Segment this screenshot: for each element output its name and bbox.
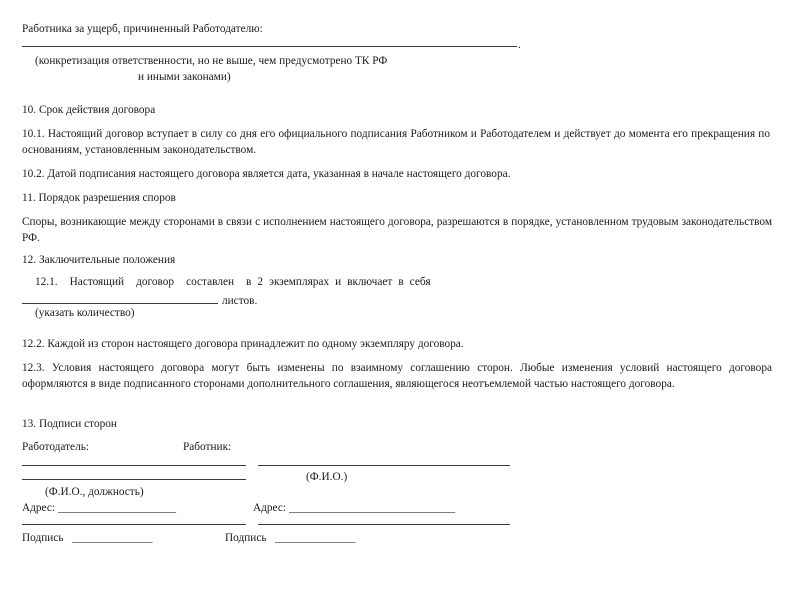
employee-address-label: Адрес: bbox=[253, 502, 287, 514]
section-10-heading: 10. Срок действия договора bbox=[22, 104, 156, 116]
section-11-heading: 11. Порядок разрешения споров bbox=[22, 192, 176, 204]
employer-signature-blank[interactable]: _______________ bbox=[72, 532, 153, 544]
clause-10-1: 10.1. Настоящий договор вступает в силу со дня его официального подписания Работником и Работодателем и действует до момента его прекращения по основаниям, установленным законодательством. bbox=[22, 128, 773, 156]
clause-12-3: 12.3. Условия настоящего договора могут быть изменены по взаимному соглашению сторон. Любые изменения условий настоящего договора оформляются в виде подписанного сторонами дополнительного соглашения, являющегося неотъемлемой частью настоящего договора. bbox=[22, 362, 775, 390]
clause-12-1-fill-rule bbox=[22, 303, 218, 304]
clause-12-1-caption: (указать количество) bbox=[35, 307, 135, 319]
top-clause-rule-period: . bbox=[518, 39, 521, 51]
employer-signature-label: Подпись bbox=[22, 532, 64, 544]
employee-signature-blank[interactable]: _______________ bbox=[275, 532, 356, 544]
clause-11-1: Споры, возникающие между сторонами в связи с исполнением настоящего договора, разрешаются в порядке, установленном трудовым законодательством РФ. bbox=[22, 216, 775, 244]
clause-12-1-trailing-word: листов. bbox=[222, 295, 258, 307]
clause-12-1: 12.1. Настоящий договор составлен в 2 экземплярах и включает в себя bbox=[35, 276, 431, 288]
employer-name-caption: (Ф.И.О., должность) bbox=[45, 486, 144, 498]
clause-10-2: 10.2. Датой подписания настоящего договора является дата, указанная в начале настоящего договора. bbox=[22, 168, 511, 180]
employee-address-rule-2 bbox=[258, 524, 510, 525]
top-clause-caption-line-1: (конкретизация ответственности, но не выше, чем предусмотрено ТК РФ bbox=[35, 55, 388, 67]
clause-12-2: 12.2. Каждой из сторон настоящего договора принадлежит по одному экземпляру договора. bbox=[22, 338, 464, 350]
employer-address-rule-2 bbox=[22, 524, 246, 525]
employer-address-label: Адрес: bbox=[22, 502, 56, 514]
employee-label: Работник: bbox=[183, 441, 232, 453]
employer-name-rule-1 bbox=[22, 465, 246, 466]
top-clause-fill-rule bbox=[22, 46, 517, 47]
top-clause-caption-line-2: и иными законами) bbox=[138, 71, 231, 83]
section-12-heading: 12. Заключительные положения bbox=[22, 254, 176, 266]
employee-signature-label: Подпись bbox=[225, 532, 267, 544]
employee-address-blank[interactable]: _______________________________ bbox=[289, 502, 455, 514]
employer-label: Работодатель: bbox=[22, 441, 90, 453]
employer-name-rule-2 bbox=[22, 479, 246, 480]
employer-address-blank[interactable]: ______________________ bbox=[58, 502, 176, 514]
employee-name-rule bbox=[258, 465, 510, 466]
employee-name-caption: (Ф.И.О.) bbox=[306, 471, 348, 483]
top-clause-lead-line: Работника за ущерб, причиненный Работодателю: bbox=[22, 23, 263, 35]
section-13-heading: 13. Подписи сторон bbox=[22, 418, 117, 430]
